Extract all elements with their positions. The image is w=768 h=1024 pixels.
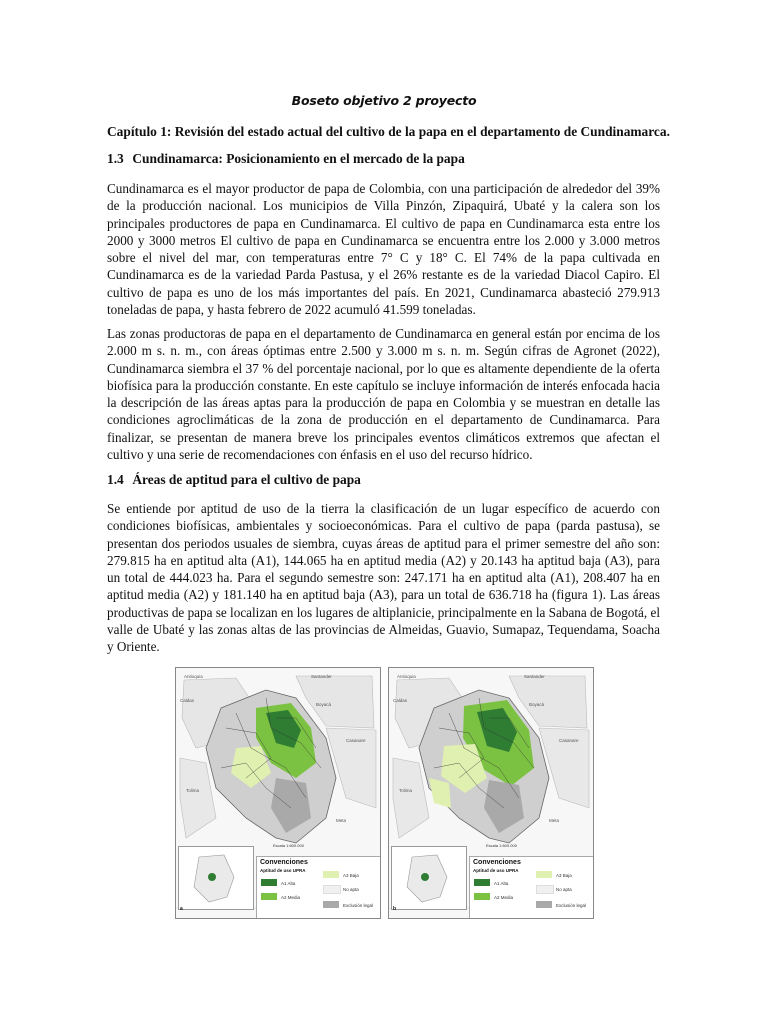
legend-label-a1: A1 Alta — [494, 881, 509, 886]
scale-label: Escala 1:600.000 — [486, 843, 517, 848]
legend-swatch-no-apta — [323, 885, 341, 894]
label-boyaca: Boyacá — [529, 702, 545, 707]
scale-label: Escala 1:600.000 — [273, 843, 304, 848]
locator-map — [391, 846, 467, 910]
map-legend — [256, 856, 381, 919]
legend-swatch-a3 — [536, 871, 552, 878]
legend-swatch-a1 — [474, 879, 490, 886]
label-caldas: Caldas — [180, 698, 195, 703]
paragraph-aptitude-areas: Se entiende por aptitud de uso de la tierra la clasificación de un lugar específico de acuerdo con condiciones biofísicas, ambientales y socioeconómicas. Para el cultivo de papa (parda pastusa), se presentan dos periodos usuales de siembra, cuyas áreas de aptitud para el primer semestre del año son: 279.815 ha en aptitud alta (A1), 144.065 ha en aptitud media (A2) y 20.143 ha aptitud baja (A3), para un total de 444.023 ha. Para el segundo semestre son: 247.171 ha en aptitud alta (A1), 208.407 ha en aptitud media (A2) y 181.140 ha en aptitud baja (A3), para un total de 636.718 ha (figura 1). Las áreas productivas de papa se localizan en los lugares de altiplanicie, principalmente en la Sabana de Bogotá, el valle de Ubaté y las zonas altas de las provincias de Almeidas, Guavio, Sumapaz, Tequendama, Soacha y Oriente. — [107, 501, 660, 655]
label-tolima: Tolima — [186, 788, 200, 793]
legend-label-a1: A1 Alta — [281, 881, 296, 886]
label-casanare: Casanare — [559, 738, 579, 743]
legend-label-no-apta: No apta — [343, 887, 359, 892]
label-casanare: Casanare — [346, 738, 366, 743]
legend-swatch-exclusion — [323, 901, 339, 908]
legend-title: Convenciones — [473, 859, 521, 866]
section-heading-1-3 — [107, 151, 465, 167]
aptitude-map-panel-a — [175, 667, 381, 919]
legend-subtitle: Aptitud de uso UPRA — [260, 868, 306, 873]
legend-swatch-exclusion — [536, 901, 552, 908]
map-legend — [469, 856, 594, 919]
label-antioquia: Antioquia — [397, 674, 416, 679]
label-caldas: Caldas — [393, 698, 408, 703]
legend-label-a2: A2 Media — [281, 895, 301, 900]
chapter-heading: Capítulo 1: Revisión del estado actual del cultivo de la papa en el departamento de Cundinamarca. — [107, 124, 670, 139]
panel-tag: a — [180, 906, 183, 912]
legend-label-exclusion: Exclusión legal — [556, 903, 587, 908]
panel-tag: b — [393, 906, 397, 912]
section-heading-1-4 — [107, 472, 361, 488]
section-title: Cundinamarca: Posicionamiento en el mercado de la papa — [132, 151, 465, 166]
paragraph-potato-market: Cundinamarca es el mayor productor de papa de Colombia, con una participación de alrededor del 39% de la producción nacional. Los municipios de Villa Pinzón, Zipaquirá, Ubaté y la calera son los principales productores de papa en Cundinamarca. El cultivo de papa en Cundinamarca esta entre los 2000 y 3000 metros El cultivo de papa en Cundinamarca se encuentra entre los 2.000 y 3.000 metros sobre el nivel del mar, con temperaturas entre 7° C y 18° C. El 74% de la papa cultivada en Cundinamarca es de la variedad Parda Pastusa, y el 26% restante es de la variedad Diacol Capiro. El cultivo de papa es uno de los más importantes del país. En 2021, Cundinamarca abasteció 279.913 toneladas de papa, y hasta febrero de 2022 acumuló 41.599 toneladas. — [107, 181, 660, 318]
section-number: 1.3 — [107, 151, 124, 166]
legend-label-a3: A3 Baja — [556, 873, 572, 878]
legend-label-no-apta: No apta — [556, 887, 572, 892]
label-santander: Santander — [524, 674, 545, 679]
label-meta: Meta — [336, 818, 347, 823]
label-boyaca: Boyacá — [316, 702, 332, 707]
section-title: Áreas de aptitud para el cultivo de papa — [132, 472, 361, 487]
locator-map — [178, 846, 254, 910]
legend-swatch-a2 — [474, 893, 490, 900]
legend-swatch-no-apta — [536, 885, 554, 894]
document-title: Boseto objetivo 2 proyecto — [291, 93, 477, 108]
label-tolima: Tolima — [399, 788, 413, 793]
legend-label-exclusion: Exclusión legal — [343, 903, 374, 908]
legend-subtitle: Aptitud de uso UPRA — [473, 868, 519, 873]
legend-label-a3: A3 Baja — [343, 873, 359, 878]
label-santander: Santander — [311, 674, 332, 679]
legend-swatch-a3 — [323, 871, 339, 878]
legend-title: Convenciones — [260, 859, 308, 866]
legend-label-a2: A2 Media — [494, 895, 514, 900]
section-number: 1.4 — [107, 472, 124, 487]
aptitude-map-panel-b — [388, 667, 594, 919]
label-meta: Meta — [549, 818, 560, 823]
label-antioquia: Antioquia — [184, 674, 203, 679]
legend-swatch-a1 — [261, 879, 277, 886]
paragraph-production-zones: Las zonas productoras de papa en el departamento de Cundinamarca en general están por encima de los 2.000 m s. n. m., con áreas óptimas entre 2.500 y 3.000 m s. n. m. Según cifras de Agronet (2022), Cundinamarca siembra el 37 % del porcentaje nacional, por lo que es altamente dependiente de la oferta biofísica para la producción constante. En este capítulo se incluye información de interés enfocada hacia la descripción de las áreas aptas para la producción de papa en Colombia y se muestran en detalle las condiciones agroclimáticas de la zona de producción en el departamento de Cundinamarca. Para finalizar, se presentan de manera breve los principales eventos climáticos extremos que afectan el cultivo y una serie de recomendaciones con énfasis en el uso del recurso hídrico. — [107, 326, 660, 463]
legend-swatch-a2 — [261, 893, 277, 900]
